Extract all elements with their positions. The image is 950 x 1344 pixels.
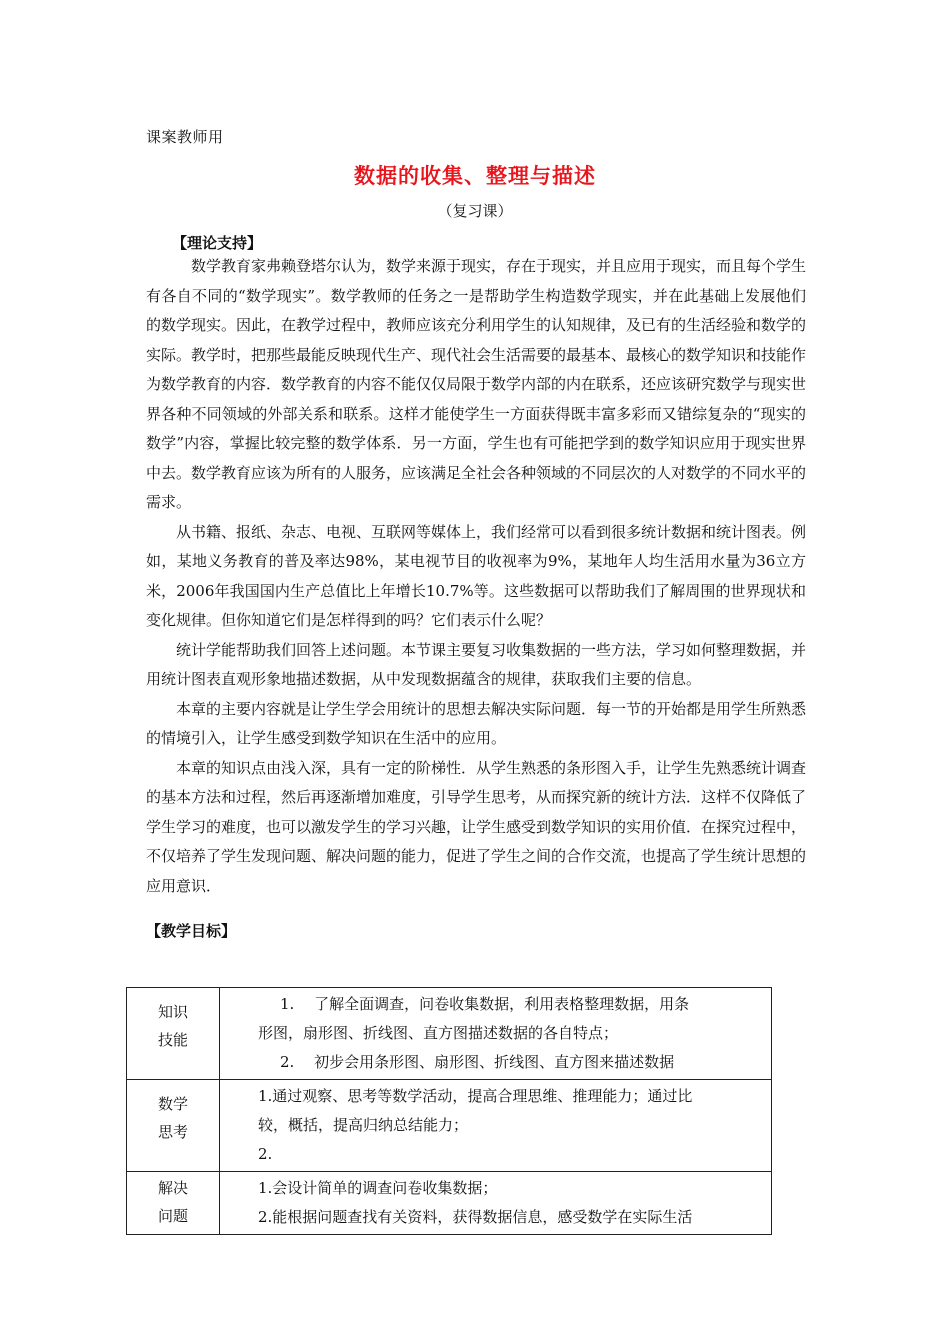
theory-paragraph: 从书籍、报纸、杂志、电视、互联网等媒体上，我们经常可以看到很多统计数据和统计图表。例如，某地义务教育的普及率达98%，某电视节目的收视率为9%，某地年人均生活用水量为36立方米，2006年我国国内生产总值比上年增长10.7%等。这些数据可以帮助我们了解周围的世界现状和变化规律。但你知道它们是怎样得到的吗？它们表示什么呢？ [146, 522, 807, 629]
row-content-cell [220, 1080, 772, 1172]
row-label [127, 988, 219, 1054]
theory-heading: 【理论支持】 [172, 234, 263, 252]
goal-item: 2.能根据问题查找有关资料，获得数据信息，感受数学在实际生活 [258, 1208, 693, 1226]
goals-heading: 【教学目标】 [146, 922, 237, 940]
row-label-line: 知识 [157, 1003, 188, 1021]
goal-item: 2. 初步会用条形图、扇形图、折线图、直方图来描述数据 [280, 1053, 675, 1071]
table-row [127, 1080, 772, 1172]
row-label-cell [127, 1172, 220, 1235]
row-label-line: 技能 [157, 1031, 188, 1049]
row-content-cell [220, 1172, 772, 1235]
row-label-line: 数学 [157, 1095, 188, 1113]
goal-item-continuation: 形图，扇形图、折线图、直方图描述数据的各自特点； [258, 1024, 619, 1042]
row-label-cell [127, 988, 220, 1080]
goal-item: 1.会设计简单的调查问卷收集数据； [258, 1179, 498, 1197]
teaching-goals-table [126, 987, 772, 1235]
theory-paragraph: 本章的知识点由浅入深，具有一定的阶梯性．从学生熟悉的条形图入手，让学生先熟悉统计调查的基本方法和过程，然后再逐渐增加难度，引导学生思考，从而探究新的统计方法．这样不仅降低了学生学习的难度，也可以激发学生的学习兴趣，让学生感受到数学知识的实用价值．在探究过程中，不仅培养了学生发现问题、解决问题的能力，促进了学生之间的合作交流，也提高了学生统计思想的应用意识． [146, 758, 807, 895]
table-row [127, 1172, 772, 1235]
row-label [127, 1172, 219, 1230]
goal-item: 1.通过观察、思考等数学活动，提高合理思维、推理能力；通过比 [258, 1087, 693, 1105]
row-label-cell [127, 1080, 220, 1172]
theory-paragraph: 统计学能帮助我们回答上述问题。本节课主要复习收集数据的一些方法，学习如何整理数据，并用统计图表直观形象地描述数据，从中发现数据蕴含的规律，获取我们主要的信息。 [146, 640, 807, 688]
row-content-cell [220, 988, 772, 1080]
row-label-line: 问题 [157, 1207, 188, 1225]
theory-paragraph: 数学教育家弗赖登塔尔认为，数学来源于现实，存在于现实，并且应用于现实，而且每个学生有各自不同的“数学现实”。数学教师的任务之一是帮助学生构造数学现实，并在此基础上发展他们的数学现实。因此，在教学过程中，教师应该充分利用学生的认知规律，及已有的生活经验和数学的实际。教学时，把那些最能反映现代生产、现代社会生活需要的最基本、最核心的数学知识和技能作为数学教育的内容．数学教育的内容不能仅仅局限于数学内部的内在联系，还应该研究数学与现实世界各种不同领域的外部关系和联系。这样才能使学生一方面获得既丰富多彩而又错综复杂的“现实的数学”内容，掌握比较完整的数学体系．另一方面，学生也有可能把学到的数学知识应用于现实世界中去。数学教育应该为所有的人服务，应该满足全社会各种领域的不同层次的人对数学的不同水平的需求。 [146, 257, 807, 511]
goal-item: 2. [258, 1145, 273, 1163]
table-row [127, 988, 772, 1080]
header-note: 课案教师用 [146, 128, 224, 146]
goal-item-continuation: 较，概括，提高归纳总结能力； [258, 1116, 469, 1134]
document-title: 数据的收集、整理与描述 [354, 163, 596, 188]
goal-item: 1. 了解全面调查，问卷收集数据，利用表格整理数据，用条 [280, 995, 690, 1013]
theory-body [146, 252, 806, 901]
theory-paragraph: 本章的主要内容就是让学生学会用统计的思想去解决实际问题．每一节的开始都是用学生所熟悉的情境引入，让学生感受到数学知识在生活中的应用。 [146, 699, 807, 747]
row-label-line: 解决 [157, 1179, 188, 1197]
row-label-line: 思考 [157, 1123, 188, 1141]
row-label [127, 1080, 219, 1146]
document-subtitle: （复习课） [437, 202, 513, 220]
